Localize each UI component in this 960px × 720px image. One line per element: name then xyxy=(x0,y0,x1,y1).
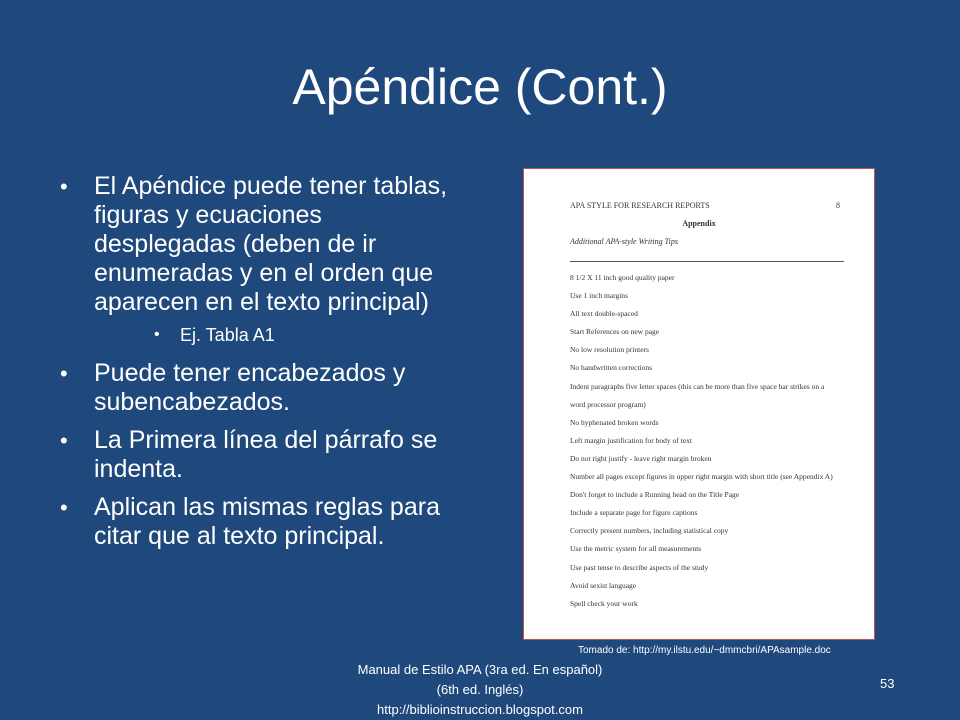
document-image xyxy=(523,168,875,640)
document-line: Do not right justify - leave right margin broken xyxy=(570,453,712,463)
sub-bullet-text: Ej. Tabla A1 xyxy=(180,325,275,345)
sub-bullet-item xyxy=(94,323,456,347)
document-line: No low resolution printers xyxy=(570,345,649,355)
sub-bullet-list xyxy=(94,323,456,347)
footer-line: (6th ed. Inglés) xyxy=(436,682,524,697)
document-line: Use 1 inch margins xyxy=(570,291,628,301)
document-divider xyxy=(570,261,844,262)
bullet-text: Aplican las mismas reglas para citar que al texto principal. xyxy=(94,493,440,550)
bullet-icon: • xyxy=(60,174,68,199)
bullet-list xyxy=(56,172,456,560)
document-line: No handwritten corrections xyxy=(570,363,653,373)
footer-url: http://biblioinstruccion.blogspot.com xyxy=(377,702,583,717)
document-line: word processor program) xyxy=(570,399,646,409)
document-line: No hyphenated broken words xyxy=(570,417,659,427)
document-line: Correctly present numbers, including statistical copy xyxy=(570,526,729,536)
image-caption: Tomado de: http://my.ilstu.edu/~dmmcbri/APAsample.doc xyxy=(578,645,831,656)
document-line: Number all pages except figures in upper right margin with short title (see Appendix A) xyxy=(570,472,833,482)
document-line: Left margin justification for body of text xyxy=(570,435,692,445)
footer-line: Manual de Estilo APA (3ra ed. En español) xyxy=(357,662,603,677)
bullet-icon: • xyxy=(60,428,68,453)
document-line: Don't forget to include a Running head on the Title Page xyxy=(570,490,740,500)
document-running-head xyxy=(570,201,840,210)
bullet-icon: • xyxy=(60,495,68,520)
document-page-number: 8 xyxy=(836,201,840,210)
document-line: Start References on new page xyxy=(570,327,660,337)
bullet-item xyxy=(56,493,456,551)
slide-title: Apéndice (Cont.) xyxy=(292,59,668,115)
bullet-item xyxy=(56,426,456,484)
bullet-icon: • xyxy=(154,326,160,343)
document-line: Indent paragraphs five letter spaces (this can be more than five space bar strikes on a xyxy=(570,381,825,391)
document-line: Use the metric system for all measurements xyxy=(570,544,702,554)
document-line: Use past tense to describe aspects of the study xyxy=(570,562,709,572)
document-line: Include a separate page for figure captions xyxy=(570,508,698,518)
bullet-item xyxy=(56,172,456,347)
slide-footer xyxy=(330,660,630,720)
bullet-item xyxy=(56,359,456,417)
document-subtitle: Additional APA-style Writing Tips xyxy=(570,237,678,246)
bullet-text: El Apéndice puede tener tablas, figuras y ecuaciones desplegadas (deben de ir enumeradas y en el orden que aparecen en el texto principal) xyxy=(94,172,448,316)
bullet-text: La Primera línea del párrafo se indenta. xyxy=(94,426,438,483)
running-head-text: APA STYLE FOR RESEARCH REPORTS xyxy=(570,201,710,210)
bullet-text: Puede tener encabezados y subencabezados. xyxy=(94,359,406,416)
document-lines xyxy=(570,269,860,613)
slide-number: 53 xyxy=(880,676,895,691)
document-line: Avoid sexist language xyxy=(570,580,637,590)
document-heading: Appendix xyxy=(682,219,716,228)
document-line: All text double-spaced xyxy=(570,309,638,319)
document-line: 8 1/2 X 11 inch good quality paper xyxy=(570,273,675,282)
bullet-icon: • xyxy=(60,361,68,386)
document-line: Spell check your work xyxy=(570,598,638,608)
